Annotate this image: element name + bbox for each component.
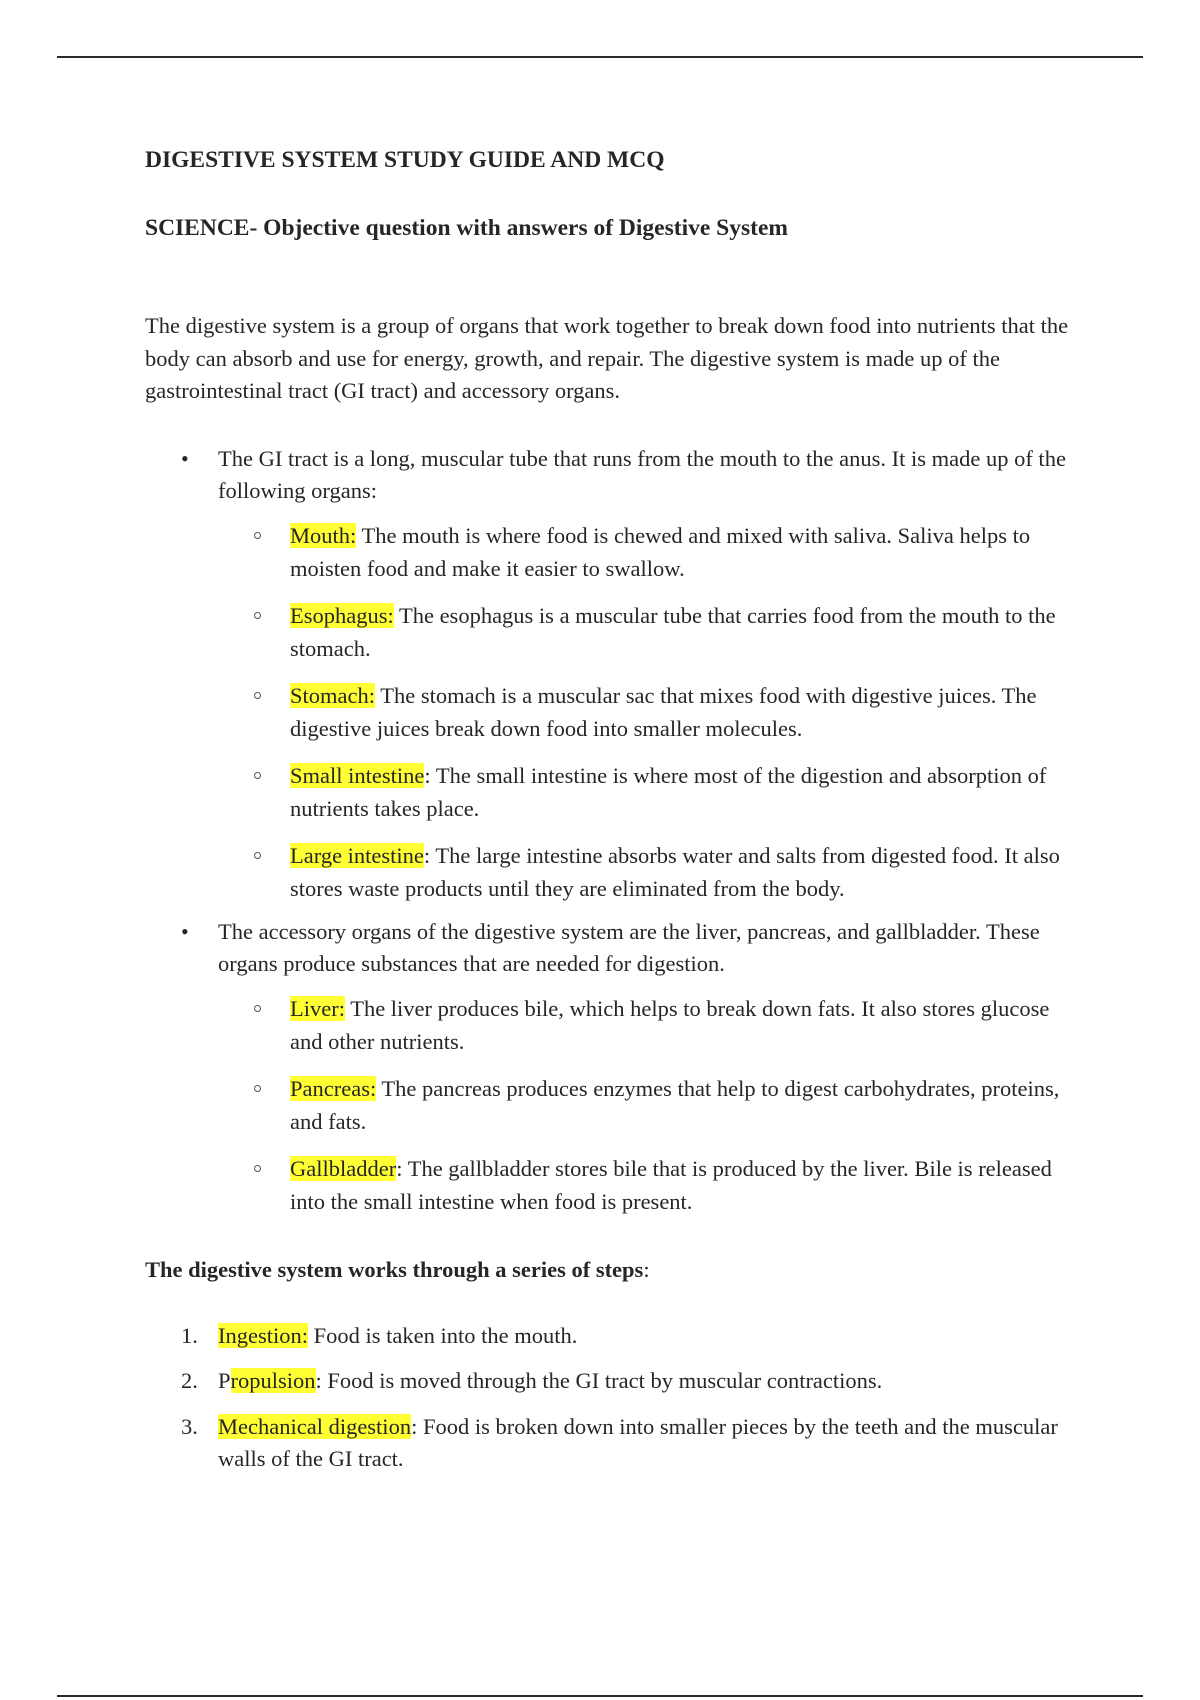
- organ-description: The pancreas produces enzymes that help to digest carbohydrates, proteins, and fats.: [290, 1075, 1060, 1134]
- step-number: 3.: [181, 1413, 198, 1439]
- highlighted-term: Mouth:: [290, 522, 357, 548]
- bullet-icon: •: [181, 445, 189, 471]
- highlighted-term: Pancreas:: [290, 1075, 377, 1101]
- accessory-organs-text: The accessory organs of the digestive system are the liver, pancreas, and gallbladder. These organs produce substances that are needed for digestion.: [218, 918, 1040, 976]
- list-item-mouth: [218, 519, 1080, 585]
- organ-description: The large intestine absorbs water and salts from digested food. It also stores waste products until they are eliminated from the body.: [290, 842, 1060, 901]
- step-number: 1.: [181, 1322, 198, 1348]
- list-item-small-intestine: [218, 759, 1080, 825]
- step-ingestion: [145, 1320, 1080, 1353]
- circle-bullet-icon: [254, 692, 261, 699]
- circle-bullet-icon: [254, 1165, 261, 1172]
- highlighted-term: Esophagus:: [290, 602, 394, 628]
- step-prefix: P: [218, 1368, 231, 1393]
- intro-paragraph: The digestive system is a group of organs that work together to break down food into nutrients that the body can absorb and use for energy, growth, and repair. The digestive system is made up of the gastrointestinal tract (GI tract) and accessory organs.: [145, 313, 1069, 403]
- list-item-liver: [218, 992, 1080, 1058]
- steps-list: [145, 1320, 1080, 1476]
- accessory-organs-bullet: [145, 916, 1080, 1218]
- term-separator: :: [424, 762, 431, 788]
- list-item-pancreas: [218, 1072, 1080, 1138]
- step-mechanical-digestion: [145, 1411, 1080, 1476]
- circle-bullet-icon: [254, 1005, 261, 1012]
- top-rule: [57, 56, 1143, 58]
- organ-description: The mouth is where food is chewed and mixed with saliva. Saliva helps to moisten food and make it easier to swallow.: [290, 522, 1031, 581]
- organ-bullet-list: [145, 443, 1080, 1218]
- highlighted-term: Large intestine: [290, 842, 424, 868]
- document-title: DIGESTIVE SYSTEM STUDY GUIDE AND MCQ: [145, 147, 665, 173]
- organ-description: The small intestine is where most of the digestion and absorption of nutrients takes place.: [290, 762, 1047, 821]
- step-propulsion: [145, 1365, 1080, 1398]
- circle-bullet-icon: [254, 852, 261, 859]
- gi-tract-bullet: [145, 443, 1080, 905]
- gi-organ-list: [218, 519, 1080, 905]
- accessory-organ-list: [218, 992, 1080, 1218]
- document-body: [145, 145, 1080, 1476]
- bottom-rule: [57, 1695, 1143, 1697]
- step-number: 2.: [181, 1368, 198, 1393]
- step-description: : Food is broken down into smaller pieces by the teeth and the muscular walls of the GI tract.: [218, 1413, 1058, 1471]
- list-item-gallbladder: [218, 1152, 1080, 1218]
- highlighted-term: Small intestine: [290, 762, 425, 788]
- list-item-stomach: [218, 679, 1080, 745]
- steps-heading-colon: :: [643, 1256, 650, 1282]
- document-subtitle: SCIENCE- Objective question with answers of Digestive System: [145, 215, 788, 241]
- step-description: Food is taken into the mouth.: [308, 1322, 578, 1348]
- organ-description: The liver produces bile, which helps to break down fats. It also stores glucose and other nutrients.: [290, 995, 1050, 1054]
- highlighted-term: Stomach:: [290, 682, 375, 708]
- circle-bullet-icon: [254, 1085, 261, 1092]
- gi-tract-text: The GI tract is a long, muscular tube that runs from the mouth to the anus. It is made up of the following organs:: [218, 445, 1066, 503]
- circle-bullet-icon: [254, 612, 261, 619]
- circle-bullet-icon: [254, 532, 261, 539]
- step-description: : Food is moved through the GI tract by muscular contractions.: [315, 1368, 883, 1393]
- highlighted-term: Liver:: [290, 995, 345, 1021]
- organ-description: The gallbladder stores bile that is produced by the liver. Bile is released into the small intestine when food is present.: [290, 1155, 1052, 1214]
- organ-description: The esophagus is a muscular tube that carries food from the mouth to the stomach.: [290, 602, 1056, 661]
- steps-heading: [145, 1255, 1080, 1285]
- list-item-esophagus: [218, 599, 1080, 665]
- list-item-large-intestine: [218, 839, 1080, 905]
- highlighted-term: Ingestion:: [218, 1322, 308, 1348]
- highlighted-term: Gallbladder: [290, 1155, 397, 1181]
- term-separator: :: [423, 842, 431, 868]
- highlighted-term: Mechanical digestion: [218, 1413, 412, 1439]
- bullet-icon: •: [181, 918, 189, 944]
- circle-bullet-icon: [254, 772, 261, 779]
- term-separator: :: [396, 1155, 403, 1181]
- steps-heading-text: The digestive system works through a series of steps: [145, 1256, 644, 1282]
- organ-description: The stomach is a muscular sac that mixes food with digestive juices. The digestive juices break down food into smaller molecules.: [290, 682, 1037, 741]
- highlighted-term: ropulsion: [230, 1368, 316, 1393]
